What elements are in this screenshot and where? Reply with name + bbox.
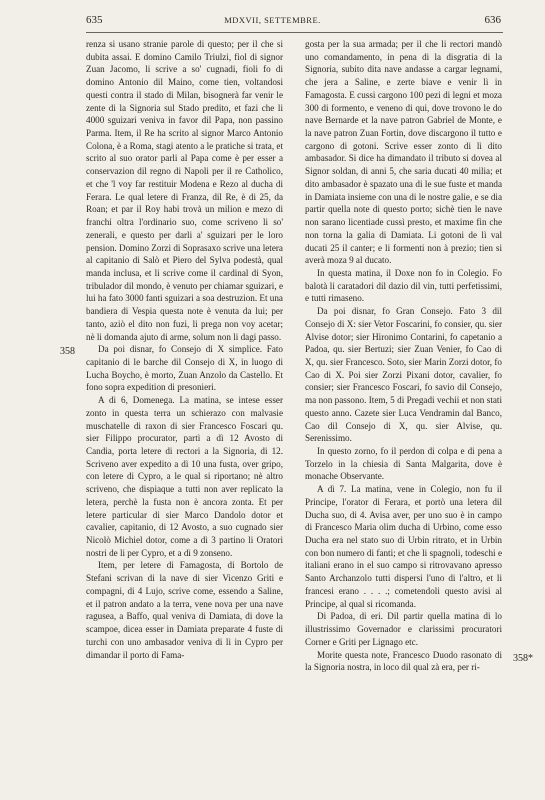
right-column — [305, 38, 502, 674]
page-number-right: 636 — [484, 14, 501, 26]
header-rule — [86, 32, 503, 33]
paragraph: Morite questa note, Francesco Duodo rasonato di la Signoria nostra, in loco dil qual zà era, per ri- — [305, 649, 502, 673]
paragraph: Da poi disnar, fo Gran Consejo. Fato 3 dil Consejo di X: sier Vetor Foscarini, fo consier, qu. sier Alvise dotor; sier Hironimo Contarini, fo capetanio a Padoa, qu. sier Bertuzi; sier Zuan Venier, fo Cao di X, qu. sier Francesco. Soto, sier Marin Zorzi dotor, fo Cao di X. Poi sier Zorzi Pixani dotor, cavalier, fo consier; sier Francesco Foscari, fo savio dil Consejo, ma non passono. Item, 5 di Pregadi vechii et non stati questo anno. Cazete sier Luca Vendramin dal Banco, Cao dil Consejo di X, qu. sier Alvise, qu. Serenissimo. — [305, 306, 502, 444]
page-number-left: 635 — [86, 14, 103, 26]
paragraph: renza si usano stranie parole di questo; per il che si dubita assai. E domino Camilo Triulzi, fiol di signor Zuan Jacomo, li scrive a so' cugnadi, fioli fo di domino Antonio dil Maino, come tien, voltandosi questi contra il stado di Milan, bisognerà far venir le zente di la Signoria sul Stado predito, et fazi che li 4000 sguizari veniva in favor dil Papa, non passino Parma. Item, il Re ha scrito al signor Marco Antonio Colona, è a Roma, stagi atento a le pratiche si trata, et scrito al suo orator parli al Papa come è per esser a conservazion dil regno di Napoli per il re Catholico, et che 'l voy far restituir Modena e Rezo al ducha di Ferara. Le qual letere di Franza, dil Re, è di 25, da Roan; et par il Roy habi trovà un milion e mezo di franchi oltra l'ordinario suo, come scriveno li so' zenerali, e questo per darli a' sguizari per le loro pension. Domino Zorzi di Soprasaxo scrive una letera al capitanio di Salò et Piero del Sylva podestà, qual manda inclusa, et li scrive come il cardinal di Syon, tribulador dil mondo, è venuto per chiamar sguizari, e lui ha fato 3000 fanti sguizari a soa destruzion. Et una bandiera di Vespia questa note è venuta da lui; per tanto, aziò el dito non fuzi, li prega non voy acetar; nè li domanda ajuto di arme, solum non li dagi passo. — [86, 39, 283, 342]
left-column — [86, 38, 283, 661]
paragraph: Da poi disnar, fo Consejo di X simplice. Fato capitanio di le barche dil Consejo di X, in luogo di Lucha Boycho, è morto, Zuan Anzolo da Castello. Et fono sopra expedition di presonieri. — [86, 344, 283, 393]
paragraph: In questa matina, il Doxe non fo in Colegio. Fo balotà li caratadori dil dazio dil vin, tutti perfetissimi, e tutti rimaseno. — [305, 267, 502, 304]
paragraph: A dì 7. La matina, vene in Colegio, non fu il Principe, l'orator di Ferara, et portò una letera dil Ducha suo, di 4. Avisa aver, per uno suo è in campo di Francesco Maria olim ducha di Urbino, come esso Ducha era nel stato suo di Urbin ritrato, et in Urbin con bon numero di fanti; et che li spagnoli, todeschi e italiani erano in el suo campo si ritrovavano apresso Santo Archanzolo tutti dispersi l'uno di l'altro, et li francesi erano . . . .; cometendoli questo avisi al Principe, al qual si ricomanda. — [305, 484, 502, 609]
margin-note-left: 358 — [60, 346, 75, 357]
margin-note-right: 358* — [513, 653, 533, 664]
paragraph: gosta per la sua armada; per il che li rectori mandò uno comandamento, in pena di la disgratia di la Signoria, subito dita nave andasse a cargar legnami, che jera a Saline, e zerte biave e venir lì in Famagosta. E cussi cargono 100 pezi di legni et moza 300 di formento, e veneno di qui, dove trovono le do nave Bernarde et la nave patron Gabriel de Monte, e la nave patron Zuan Fortin, dove discargono il tutto e cargono di gotoni. Scrive esser zonto di lì dito ambasador. Si dice ha dimandato il tributo si dovea al Signor soldan, di anni 5, che saria ducati 40 milia; et dito ambasador è spazato una di le sue fuste et manda in Damiata insieme con una di le nostre galie, e se dia partir quella note di questo porto; sichè tien le nave non sarano licentiade cussì presto, et maxime fin che non torna la galia di Damiata. Li gotoni de lì val ducati 25 il canter; e li formenti non à prezio; tien si averà moza 9 al ducato. — [305, 39, 502, 266]
paragraph: Di Padoa, di eri. Dil partir quella matina di lo illustrissimo Governador e clarissimi procuratori Corner e Griti per Lignago etc. — [305, 611, 502, 647]
paragraph: A dì 6, Domenega. La matina, se intese esser zonto in questa terra un schierazo con malvasie muschatelle di raxon di sier Francesco Foscari qu. sier Filippo procurator, partì a dì 12 Avosto di Candia, porta letere di rectori a la Signoria, di 12. Scriveno aver expedito a dì 10 una fusta, over gripo, con letere di Cypro, a le qual si riportano; nè altro scriveno, che dispiaque a tutti non aver replicato la letera, perchè la fusta non è ancora zonta. Et per letere particular di sier Marco Dandolo dotor et cavalier, capitanio, di 12 Avosto, a suo cugnado sier Nicolò Michiel dotor, come a dì 3 partino li Oratori nostri de li per Cypro, et a dì 9 zonseno. — [86, 395, 283, 558]
paragraph: Item, per letere di Famagosta, di Bortolo de Stefani scrivan di la nave di sier Vicenzo Griti e compagni, di 4 Lujo, scrive come, essendo a Saline, et il patron andato a la terra, vene nova per una nave ragusea, a Baffo, qual veniva di Damiata, di dove la scampoe, dicea esser in Damiata preparate 4 fuste di turchi con uno ambasador veniva di lì in Cypro per dimandar il porto di Fama- — [86, 560, 283, 660]
running-title: MDXVII, SETTEMBRE. — [224, 15, 321, 25]
paragraph: In questo zorno, fo il perdon di colpa e di pena a Torzelo in la chiesia di Santa Malgarita, dove è monache Observante. — [305, 446, 502, 482]
running-header — [0, 14, 545, 30]
